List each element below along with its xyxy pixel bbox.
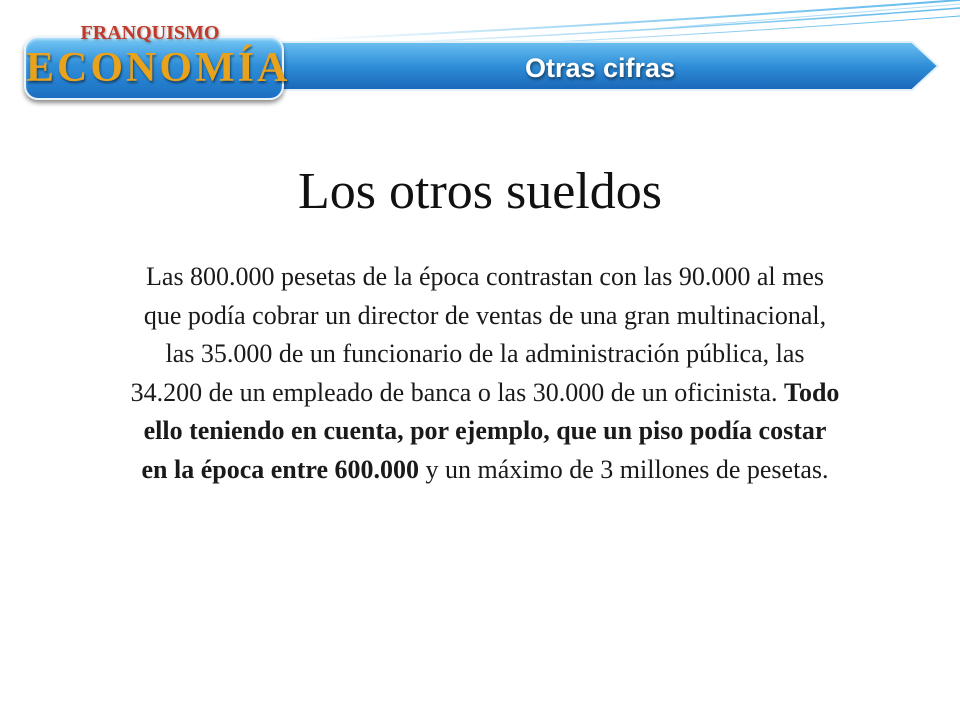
section-title: Otras cifras <box>524 53 676 83</box>
badge-label: ECONOMÍA <box>26 45 291 91</box>
slide-body <box>130 258 840 489</box>
body-text-emphasis: Todo ello teniendo en cuenta, por ejemplo, que un piso podía costar en la época entre 600.000 <box>141 377 840 484</box>
franquismo-label: FRANQUISMO <box>80 22 220 44</box>
slide-title: Los otros sueldos <box>298 163 662 220</box>
body-text-intro: Las 800.000 pesetas de la época contrastan con las 90.000 al mes que podía cobrar un director de ventas de una gran multinacional, las 35.000 de un funcionario de la administración pública, las 34.200 de un empleado de banca o las 30.000 de un oficinista. <box>130 262 827 407</box>
body-text-end: y un máximo de 3 millones de pesetas. <box>419 454 829 484</box>
